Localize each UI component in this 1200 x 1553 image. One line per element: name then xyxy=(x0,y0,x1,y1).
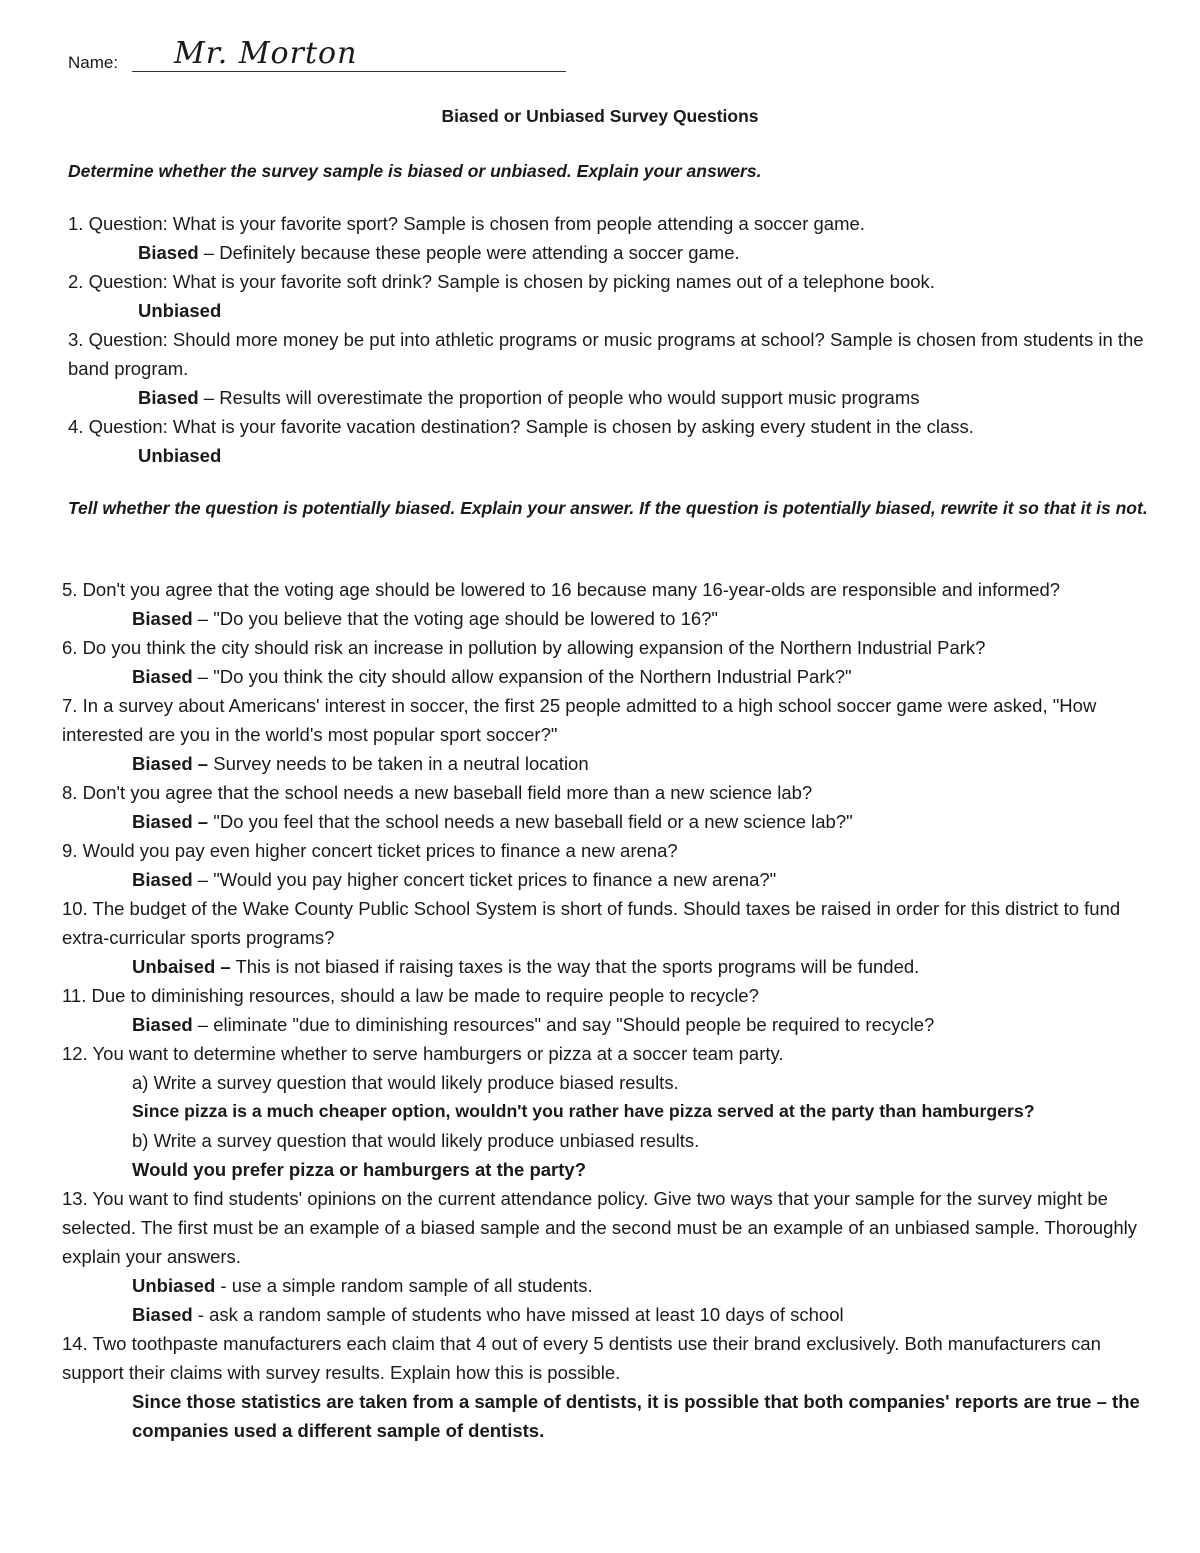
answer-1-text: – Definitely because these people were attending a soccer game. xyxy=(198,242,740,263)
question-8: 8. Don't you agree that the school needs a new baseball field more than a new science lab? xyxy=(62,782,813,803)
question-12: 12. You want to determine whether to serve hamburgers or pizza at a soccer team party. xyxy=(62,1043,784,1064)
answer-2 xyxy=(62,296,1152,325)
answer-7-text: Survey needs to be taken in a neutral location xyxy=(208,753,589,774)
answer-10 xyxy=(62,952,1152,981)
worksheet-content-part2 xyxy=(62,575,1152,1445)
answer-5 xyxy=(62,604,1152,633)
page-title: Biased or Unbiased Survey Questions xyxy=(441,106,759,126)
answer-13b xyxy=(62,1300,1152,1329)
answer-6-text: – "Do you think the city should allow expansion of the Northern Industrial Park?" xyxy=(192,666,852,687)
answer-13b-text: - ask a random sample of students who have missed at least 10 days of school xyxy=(192,1304,844,1325)
answer-8-text: "Do you feel that the school needs a new baseball field or a new science lab?" xyxy=(208,811,853,832)
question-6: 6. Do you think the city should risk an increase in pollution by allowing expansion of the Northern Industrial Park? xyxy=(62,637,986,658)
answer-1 xyxy=(62,238,1152,267)
answer-8-label: Biased – xyxy=(132,811,209,832)
name-field xyxy=(68,36,508,76)
answer-9-text: – "Would you pay higher concert ticket prices to finance a new arena?" xyxy=(192,869,777,890)
answer-4 xyxy=(62,441,1152,470)
answer-13b-label: Biased xyxy=(132,1304,193,1325)
answer-13a-label: Unbiased xyxy=(132,1275,216,1296)
question-13: 13. You want to find students' opinions on the current attendance policy. Give two ways that your sample for the survey might be selected. The first must be an example of a biased sample and the second must be an example of an unbiased sample. Thoroughly explain your answers. xyxy=(62,1188,1138,1267)
answer-4-label: Unbiased xyxy=(138,445,222,466)
answer-3-text: – Results will overestimate the proportion of people who would support music programs xyxy=(198,387,920,408)
answer-1-label: Biased xyxy=(138,242,199,263)
answer-10-text: This is not biased if raising taxes is the way that the sports programs will be funded. xyxy=(230,956,920,977)
name-underline xyxy=(132,71,566,72)
answer-6-label: Biased xyxy=(132,666,193,687)
question-7: 7. In a survey about Americans' interest in soccer, the first 25 people admitted to a high school soccer game were asked, "How interested are you in the world's most popular sport soccer?" xyxy=(62,695,1097,745)
answer-9 xyxy=(62,865,1152,894)
question-5: 5. Don't you agree that the voting age should be lowered to 16 because many 16-year-olds are responsible and informed? xyxy=(62,579,1061,600)
worksheet-content xyxy=(62,209,1152,470)
question-1: 1. Question: What is your favorite sport? Sample is chosen from people attending a soccer game. xyxy=(68,213,865,234)
answer-6 xyxy=(62,662,1152,691)
answer-13a-text: - use a simple random sample of all students. xyxy=(215,1275,593,1296)
answer-13a xyxy=(62,1271,1152,1300)
answer-7-label: Biased – xyxy=(132,753,209,774)
question-9: 9. Would you pay even higher concert ticket prices to finance a new arena? xyxy=(62,840,678,861)
instructions-part2: Tell whether the question is potentially biased. Explain your answer. If the question is potentially biased, rewrite it so that it is not. xyxy=(68,498,1148,518)
answer-14: Since those statistics are taken from a sample of dentists, it is possible that both companies' reports are true – the companies used a different sample of dentists. xyxy=(132,1391,1140,1441)
answer-12b: Would you prefer pizza or hamburgers at the party? xyxy=(132,1159,586,1180)
answer-11 xyxy=(62,1010,1152,1039)
question-4: 4. Question: What is your favorite vacation destination? Sample is chosen by asking every student in the class. xyxy=(68,416,974,437)
question-2: 2. Question: What is your favorite soft drink? Sample is chosen by picking names out of a telephone book. xyxy=(68,271,935,292)
answer-5-text: – "Do you believe that the voting age should be lowered to 16?" xyxy=(192,608,718,629)
question-12b: b) Write a survey question that would likely produce unbiased results. xyxy=(132,1130,700,1151)
answer-8 xyxy=(62,807,1152,836)
question-3: 3. Question: Should more money be put into athletic programs or music programs at school? Sample is chosen from students in the band program. xyxy=(68,329,1144,379)
name-label: Name: xyxy=(68,53,119,72)
answer-3 xyxy=(62,383,1152,412)
answer-11-text: – eliminate "due to diminishing resources" and say "Should people be required to recycle? xyxy=(192,1014,935,1035)
question-14: 14. Two toothpaste manufacturers each claim that 4 out of every 5 dentists use their brand exclusively. Both manufacturers can support their claims with survey results. Explain how this is possible. xyxy=(62,1333,1101,1383)
answer-9-label: Biased xyxy=(132,869,193,890)
handwritten-name: Mr. Morton xyxy=(174,36,358,71)
answer-11-label: Biased xyxy=(132,1014,193,1035)
instructions-part1: Determine whether the survey sample is biased or unbiased. Explain your answers. xyxy=(68,161,762,181)
question-10: 10. The budget of the Wake County Public School System is short of funds. Should taxes be raised in order for this district to fund extra-curricular sports programs? xyxy=(62,898,1121,948)
answer-10-label: Unbaised – xyxy=(132,956,231,977)
answer-7 xyxy=(62,749,1152,778)
answer-2-label: Unbiased xyxy=(138,300,222,321)
question-11: 11. Due to diminishing resources, should a law be made to require people to recycle? xyxy=(62,985,759,1006)
answer-12a: Since pizza is a much cheaper option, wouldn't you rather have pizza served at the party than hamburgers? xyxy=(132,1101,1035,1121)
answer-3-label: Biased xyxy=(138,387,199,408)
answer-5-label: Biased xyxy=(132,608,193,629)
question-12a: a) Write a survey question that would likely produce biased results. xyxy=(132,1072,679,1093)
